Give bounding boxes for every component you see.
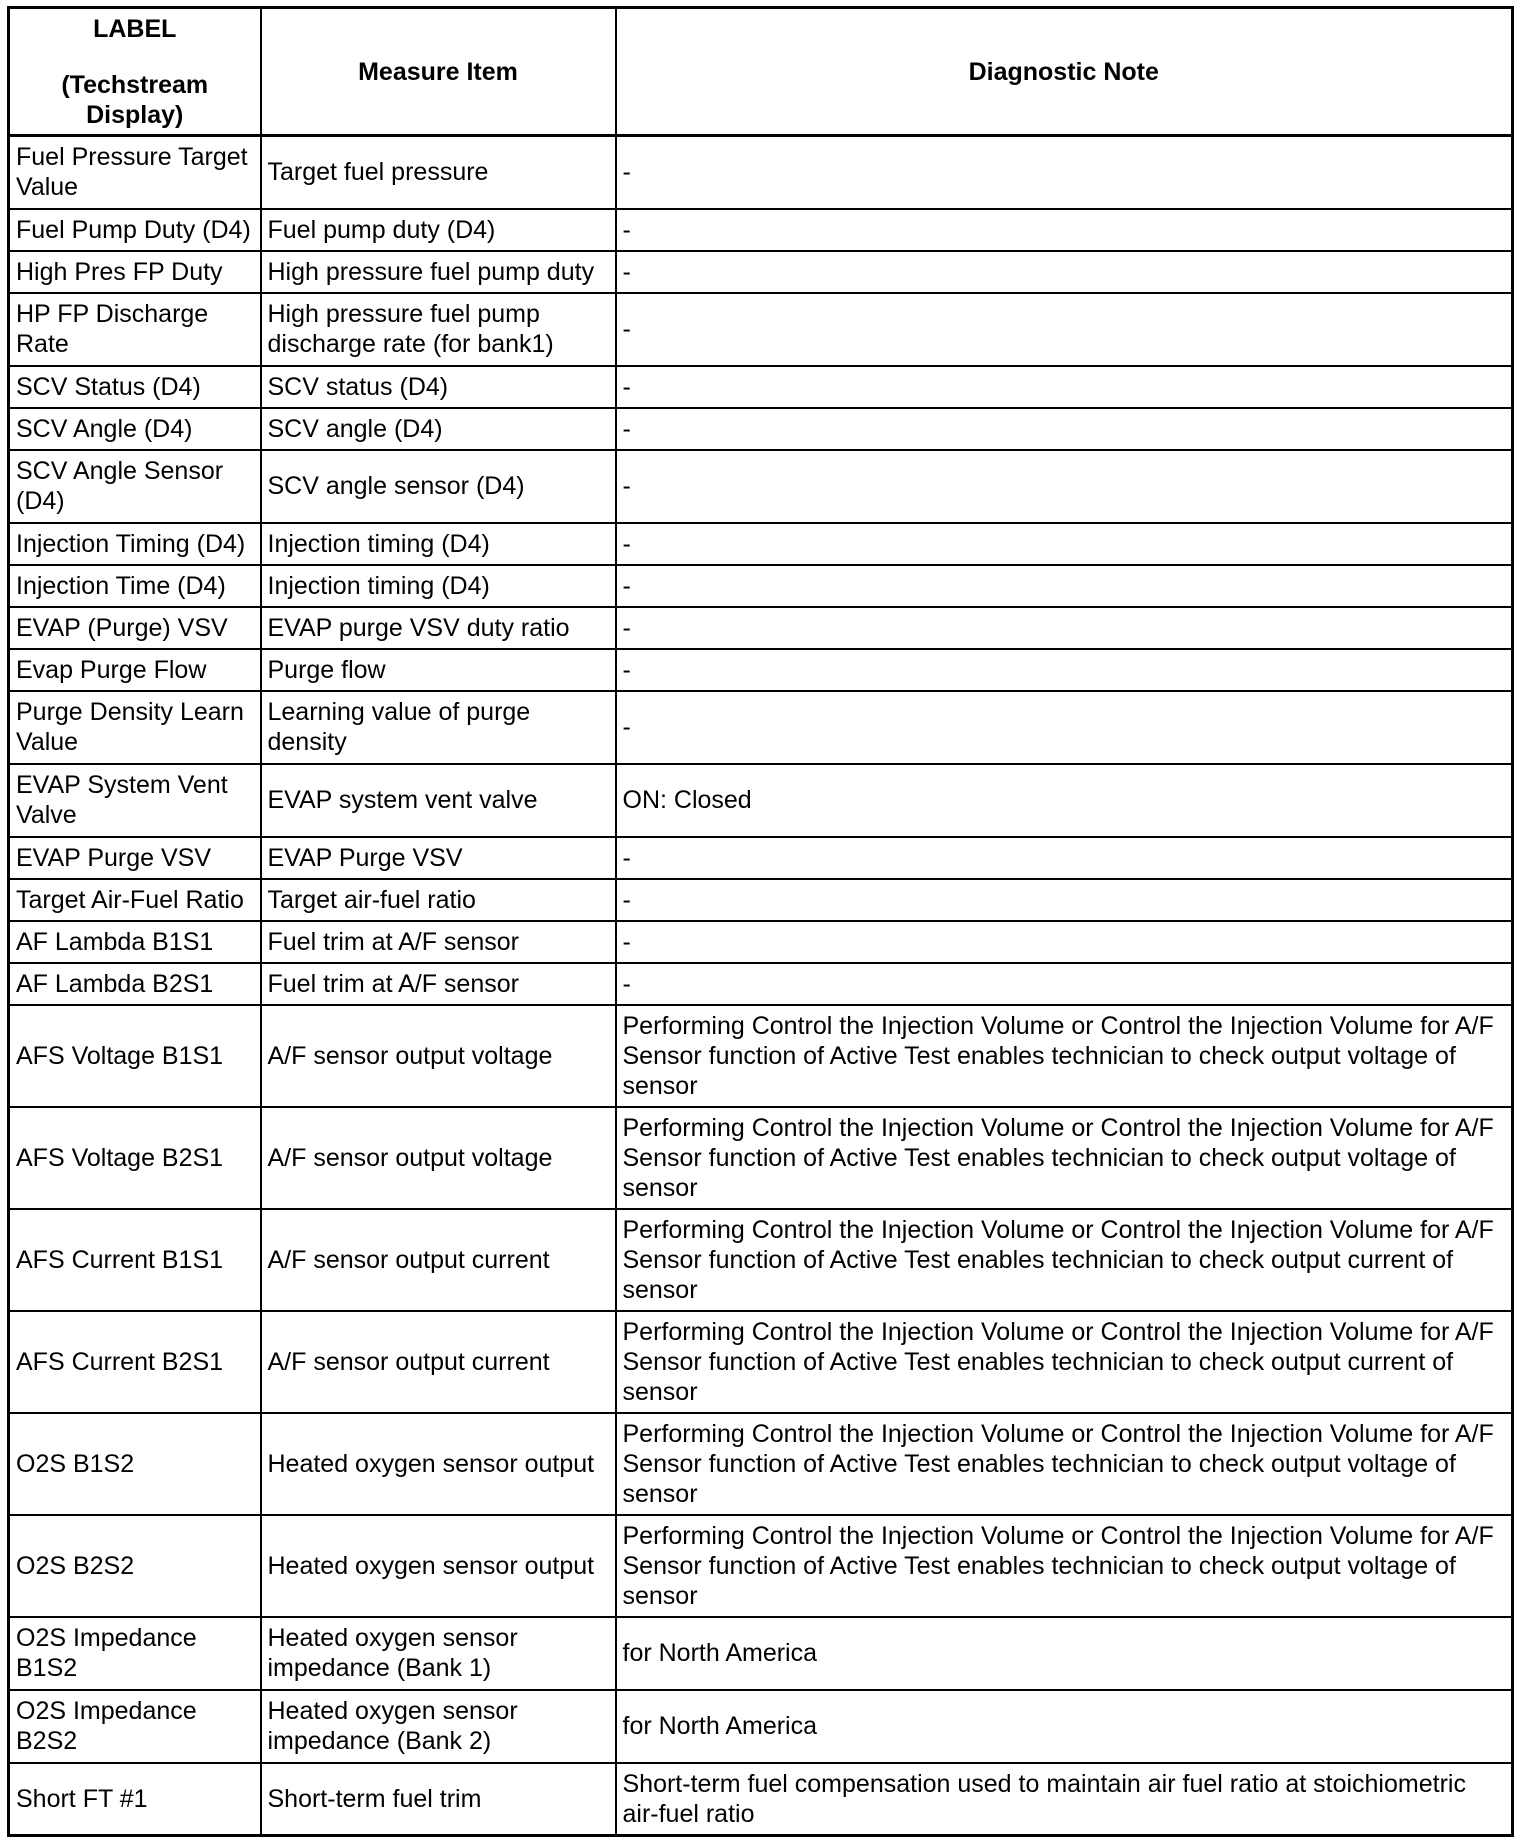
- measure-item-cell: Heated oxygen sensor output: [261, 1515, 616, 1617]
- table-row: [9, 366, 1513, 408]
- label-cell: AFS Current B1S1: [9, 1209, 261, 1311]
- table-row: [9, 764, 1513, 837]
- label-cell: O2S Impedance B1S2: [9, 1617, 261, 1690]
- header-label-line1: LABEL: [93, 14, 177, 43]
- table-row: [9, 136, 1513, 209]
- label-cell: O2S Impedance B2S2: [9, 1690, 261, 1763]
- measure-item-cell: Fuel pump duty (D4): [261, 209, 616, 251]
- label-cell: AFS Voltage B2S1: [9, 1107, 261, 1209]
- table-row: [9, 209, 1513, 251]
- measure-item-cell: Short-term fuel trim: [261, 1763, 616, 1836]
- table-row: [9, 1311, 1513, 1413]
- table-header-row: [9, 8, 1513, 136]
- header-label-line2: (Techstream: [61, 70, 209, 99]
- measure-item-cell: EVAP purge VSV duty ratio: [261, 607, 616, 649]
- measure-item-cell: Injection timing (D4): [261, 523, 616, 565]
- measure-item-cell: Purge flow: [261, 649, 616, 691]
- label-cell: SCV Status (D4): [9, 366, 261, 408]
- label-cell: AFS Voltage B1S1: [9, 1005, 261, 1107]
- table-row: [9, 408, 1513, 450]
- label-cell: AF Lambda B2S1: [9, 963, 261, 1005]
- measure-item-cell: Learning value of purge density: [261, 691, 616, 764]
- label-cell: Short FT #1: [9, 1763, 261, 1836]
- label-cell: AFS Current B2S1: [9, 1311, 261, 1413]
- diagnostic-note-cell: Performing Control the Injection Volume or Control the Injection Volume for A/F Sensor function of Active Test enables technician to check output current of sensor: [616, 1311, 1513, 1413]
- measure-item-cell: Heated oxygen sensor impedance (Bank 2): [261, 1690, 616, 1763]
- label-cell: EVAP (Purge) VSV: [9, 607, 261, 649]
- measure-item-cell: High pressure fuel pump discharge rate (for bank1): [261, 293, 616, 366]
- measure-item-cell: EVAP Purge VSV: [261, 837, 616, 879]
- label-cell: SCV Angle (D4): [9, 408, 261, 450]
- diagnostic-note-cell: -: [616, 450, 1513, 523]
- diagnostic-note-cell: Performing Control the Injection Volume or Control the Injection Volume for A/F Sensor function of Active Test enables technician to check output voltage of sensor: [616, 1005, 1513, 1107]
- table-row: [9, 649, 1513, 691]
- diagnostic-note-cell: Performing Control the Injection Volume or Control the Injection Volume for A/F Sensor function of Active Test enables technician to check output voltage of sensor: [616, 1107, 1513, 1209]
- label-cell: O2S B2S2: [9, 1515, 261, 1617]
- label-cell: Injection Time (D4): [9, 565, 261, 607]
- measure-item-cell: A/F sensor output voltage: [261, 1107, 616, 1209]
- diagnostic-note-cell: -: [616, 523, 1513, 565]
- header-measure-item: Measure Item: [261, 8, 616, 136]
- diagnostic-note-cell: -: [616, 691, 1513, 764]
- diagnostic-note-cell: Performing Control the Injection Volume or Control the Injection Volume for A/F Sensor function of Active Test enables technician to check output current of sensor: [616, 1209, 1513, 1311]
- table-row: [9, 523, 1513, 565]
- measure-item-cell: Fuel trim at A/F sensor: [261, 921, 616, 963]
- table-row: [9, 450, 1513, 523]
- diagnostic-note-cell: -: [616, 565, 1513, 607]
- measure-item-cell: EVAP system vent valve: [261, 764, 616, 837]
- measure-item-cell: A/F sensor output current: [261, 1209, 616, 1311]
- data-list-sheet: [7, 6, 1511, 1837]
- label-cell: Fuel Pressure Target Value: [9, 136, 261, 209]
- measure-item-cell: SCV angle (D4): [261, 408, 616, 450]
- measure-item-cell: A/F sensor output current: [261, 1311, 616, 1413]
- diagnostic-note-cell: Performing Control the Injection Volume or Control the Injection Volume for A/F Sensor function of Active Test enables technician to check output voltage of sensor: [616, 1515, 1513, 1617]
- table-row: [9, 607, 1513, 649]
- diagnostic-note-cell: -: [616, 136, 1513, 209]
- measure-item-cell: A/F sensor output voltage: [261, 1005, 616, 1107]
- measure-item-cell: Heated oxygen sensor impedance (Bank 1): [261, 1617, 616, 1690]
- table-row: [9, 1107, 1513, 1209]
- data-list-table: [7, 6, 1514, 1837]
- diagnostic-note-cell: -: [616, 209, 1513, 251]
- label-cell: AF Lambda B1S1: [9, 921, 261, 963]
- header-label-line3: Display): [86, 100, 184, 129]
- label-cell: SCV Angle Sensor (D4): [9, 450, 261, 523]
- label-cell: Target Air-Fuel Ratio: [9, 879, 261, 921]
- table-row: [9, 1413, 1513, 1515]
- diagnostic-note-cell: -: [616, 963, 1513, 1005]
- measure-item-cell: Target air-fuel ratio: [261, 879, 616, 921]
- diagnostic-note-cell: -: [616, 293, 1513, 366]
- table-row: [9, 1005, 1513, 1107]
- diagnostic-note-cell: -: [616, 837, 1513, 879]
- label-cell: Injection Timing (D4): [9, 523, 261, 565]
- diagnostic-note-cell: -: [616, 879, 1513, 921]
- label-cell: HP FP Discharge Rate: [9, 293, 261, 366]
- measure-item-cell: SCV status (D4): [261, 366, 616, 408]
- measure-item-cell: Heated oxygen sensor output: [261, 1413, 616, 1515]
- diagnostic-note-cell: for North America: [616, 1690, 1513, 1763]
- table-row: [9, 1209, 1513, 1311]
- header-label: [9, 8, 261, 136]
- table-row: [9, 293, 1513, 366]
- label-cell: EVAP Purge VSV: [9, 837, 261, 879]
- label-cell: Purge Density Learn Value: [9, 691, 261, 764]
- label-cell: Fuel Pump Duty (D4): [9, 209, 261, 251]
- diagnostic-note-cell: -: [616, 607, 1513, 649]
- table-row: [9, 1690, 1513, 1763]
- diagnostic-note-cell: -: [616, 408, 1513, 450]
- table-row: [9, 251, 1513, 293]
- measure-item-cell: Target fuel pressure: [261, 136, 616, 209]
- header-diagnostic-note: Diagnostic Note: [616, 8, 1513, 136]
- diagnostic-note-cell: -: [616, 649, 1513, 691]
- table-row: [9, 565, 1513, 607]
- table-row: [9, 837, 1513, 879]
- label-cell: O2S B1S2: [9, 1413, 261, 1515]
- diagnostic-note-cell: for North America: [616, 1617, 1513, 1690]
- label-cell: Evap Purge Flow: [9, 649, 261, 691]
- table-row: [9, 1617, 1513, 1690]
- diagnostic-note-cell: -: [616, 921, 1513, 963]
- table-row: [9, 1515, 1513, 1617]
- diagnostic-note-cell: -: [616, 251, 1513, 293]
- diagnostic-note-cell: ON: Closed: [616, 764, 1513, 837]
- label-cell: High Pres FP Duty: [9, 251, 261, 293]
- measure-item-cell: High pressure fuel pump duty: [261, 251, 616, 293]
- table-row: [9, 691, 1513, 764]
- table-row: [9, 1763, 1513, 1836]
- measure-item-cell: Injection timing (D4): [261, 565, 616, 607]
- table-row: [9, 963, 1513, 1005]
- measure-item-cell: SCV angle sensor (D4): [261, 450, 616, 523]
- table-row: [9, 921, 1513, 963]
- diagnostic-note-cell: Performing Control the Injection Volume or Control the Injection Volume for A/F Sensor function of Active Test enables technician to check output voltage of sensor: [616, 1413, 1513, 1515]
- table-body: [9, 136, 1513, 1836]
- measure-item-cell: Fuel trim at A/F sensor: [261, 963, 616, 1005]
- label-cell: EVAP System Vent Valve: [9, 764, 261, 837]
- diagnostic-note-cell: -: [616, 366, 1513, 408]
- table-row: [9, 879, 1513, 921]
- diagnostic-note-cell: Short-term fuel compensation used to maintain air fuel ratio at stoichiometric air-fuel ratio: [616, 1763, 1513, 1836]
